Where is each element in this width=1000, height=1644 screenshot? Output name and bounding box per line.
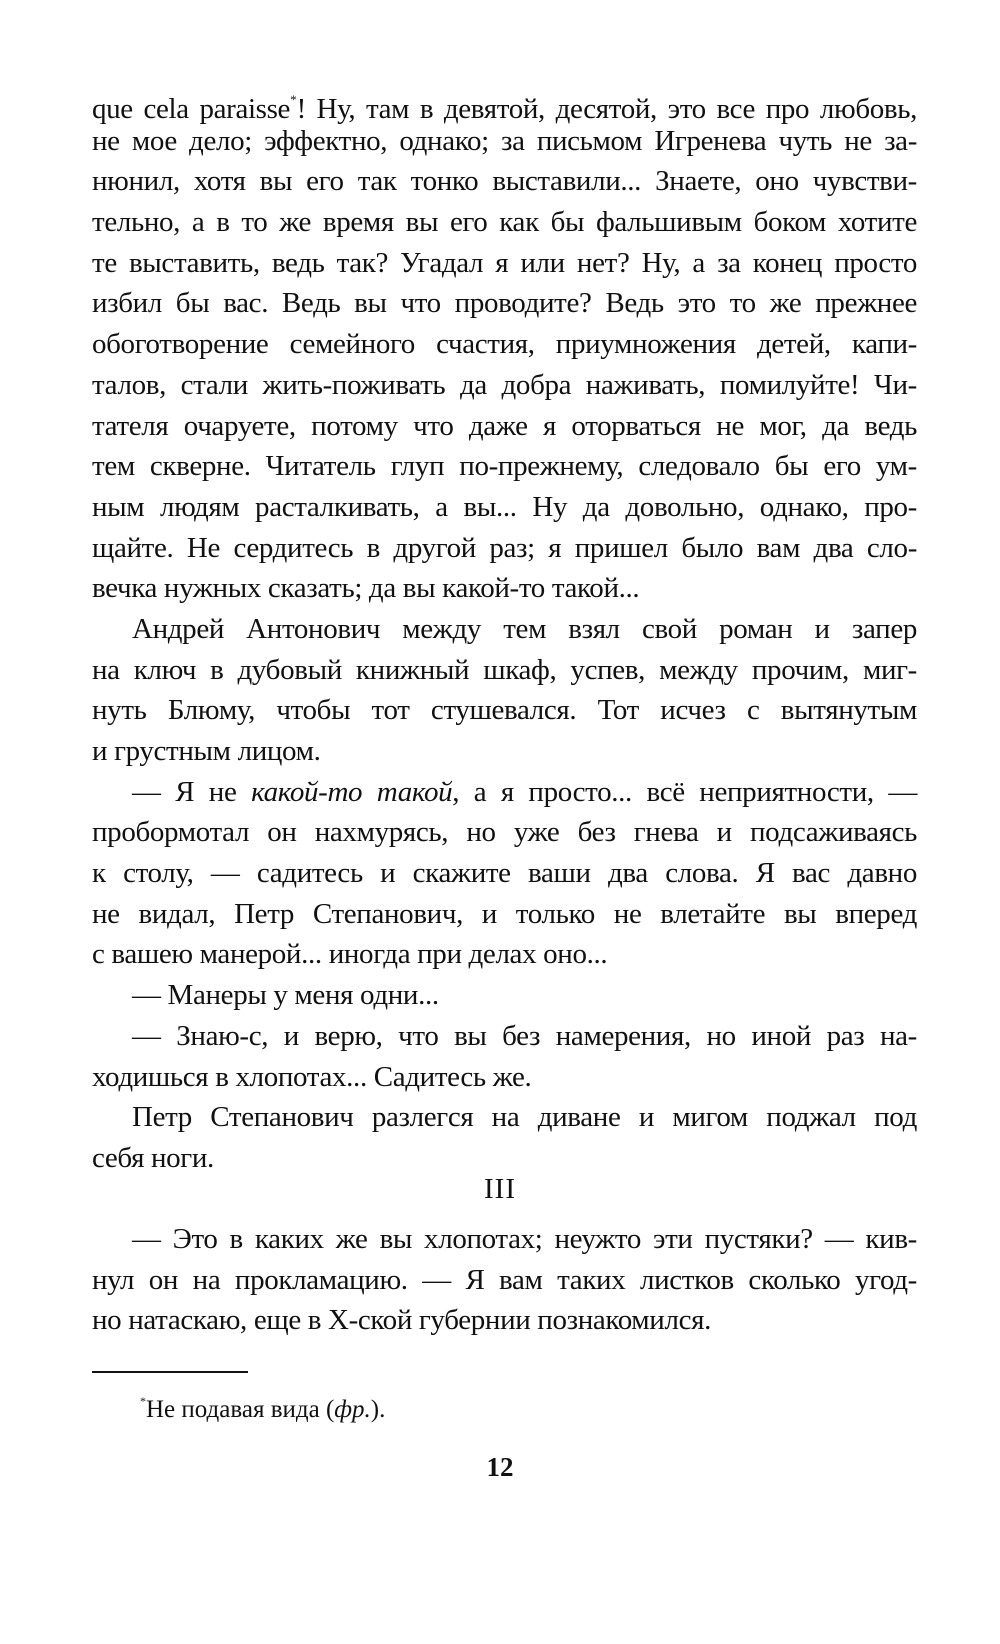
text-run: , а я просто... всё неприятности, — (452, 775, 917, 808)
paragraph-block3 (92, 772, 917, 975)
text-run: ! Ну, там в девятой, десятой, это все про любовь, (296, 93, 917, 125)
text-line: — Это в каких же вы хлопотах; неужто эти пустяки? — кив- (132, 1223, 917, 1255)
chapter-heading: III (484, 1173, 516, 1205)
text-line (92, 80, 917, 125)
text-line: щайте. Не сердитесь в другой раз; я пришел было вам два сло- (92, 531, 917, 564)
footnote (140, 1385, 385, 1426)
text-line: пробормотал он нахмурясь, но уже без гнева и подсаживаясь (92, 816, 917, 849)
paragraph-block4 (92, 975, 917, 1016)
emphasis: какой-то такой (251, 775, 453, 808)
text-line: нюнил, хотя вы его так тонко выставили... Знаете, оно чувстви- (92, 165, 917, 198)
text-run: — Я не (132, 775, 252, 808)
text-line: тателя очаруете, потому что даже я оторваться не мог, да ведь (92, 409, 917, 442)
paragraph-block2 (92, 609, 917, 772)
page-body-continued (92, 1219, 917, 1341)
paragraph-block7 (92, 1219, 917, 1341)
text-line: нуть Блюму, чтобы тот стушевался. Тот исчез с вытянутым (92, 694, 917, 727)
text-line: на ключ в дубовый книжный шкаф, успев, между прочим, миг- (92, 653, 917, 686)
paragraph-block6 (92, 1097, 917, 1178)
text-line: нул он на прокламацию. — Я вам таких листков сколько угод- (92, 1263, 917, 1296)
text-line: тем скверне. Читатель глуп по-прежнему, следовало бы его ум- (92, 450, 917, 483)
footnote-emphasis: фр. (334, 1396, 371, 1423)
text-line: тельно, а в то же время вы его как бы фальшивым боком хотите (92, 206, 917, 239)
text-line (92, 772, 917, 813)
text-line: ходишься в хлопотах... Садитесь же. (92, 1060, 532, 1093)
footnote-divider (92, 1371, 248, 1373)
text-line: ным людям расталкивать, а вы... Ну да довольно, однако, про- (92, 490, 917, 523)
text-line: к столу, — садитесь и скажите ваши два слова. Я вас давно (92, 857, 917, 890)
text-line: вечка нужных сказать; да вы какой-то такой... (92, 572, 640, 605)
text-line: те выставить, ведь так? Угадал я или нет? Ну, а за конец просто (92, 246, 917, 279)
text-line: Андрей Антонович между тем взял свой роман и запер (132, 612, 917, 645)
footnote-marker: * (290, 92, 297, 107)
text-line: себя ноги. (92, 1141, 214, 1174)
text-line: — Знаю-с, и верю, что вы без намерения, но иной раз на- (132, 1019, 917, 1052)
text-line: избил бы вас. Ведь вы что проводите? Ведь это то же прежнее (92, 287, 917, 320)
text-line: — Манеры у меня одни... (132, 979, 439, 1012)
text-line: не видал, Петр Степанович, и только не влетайте вы вперед (92, 897, 917, 930)
footnote-text: Не подавая вида ( (146, 1396, 335, 1423)
paragraph-block5 (92, 1016, 917, 1097)
text-run: que cela paraisse (92, 93, 291, 125)
text-line: и грустным лицом. (92, 735, 321, 767)
page-number: 12 (486, 1452, 514, 1482)
text-line: обоготворение семейного счастия, приумножения детей, капи- (92, 328, 917, 361)
footnote-star: * (140, 1394, 146, 1408)
footnote-text: ). (370, 1396, 386, 1423)
text-line: Петр Степанович разлегся на диване и мигом поджал под (132, 1101, 917, 1134)
text-line: с вашею манерой... иногда при делах оно... (92, 938, 608, 971)
page-body (92, 80, 917, 1179)
text-line: талов, стали жить-поживать да добра наживать, помилуйте! Чи- (92, 368, 917, 401)
text-line: но натаскаю, еще в Х-ской губернии познакомился. (92, 1304, 711, 1337)
paragraph-block1 (92, 80, 917, 609)
text-line: не мое дело; эффектно, однако; за письмом Игренева чуть не за- (92, 124, 917, 157)
